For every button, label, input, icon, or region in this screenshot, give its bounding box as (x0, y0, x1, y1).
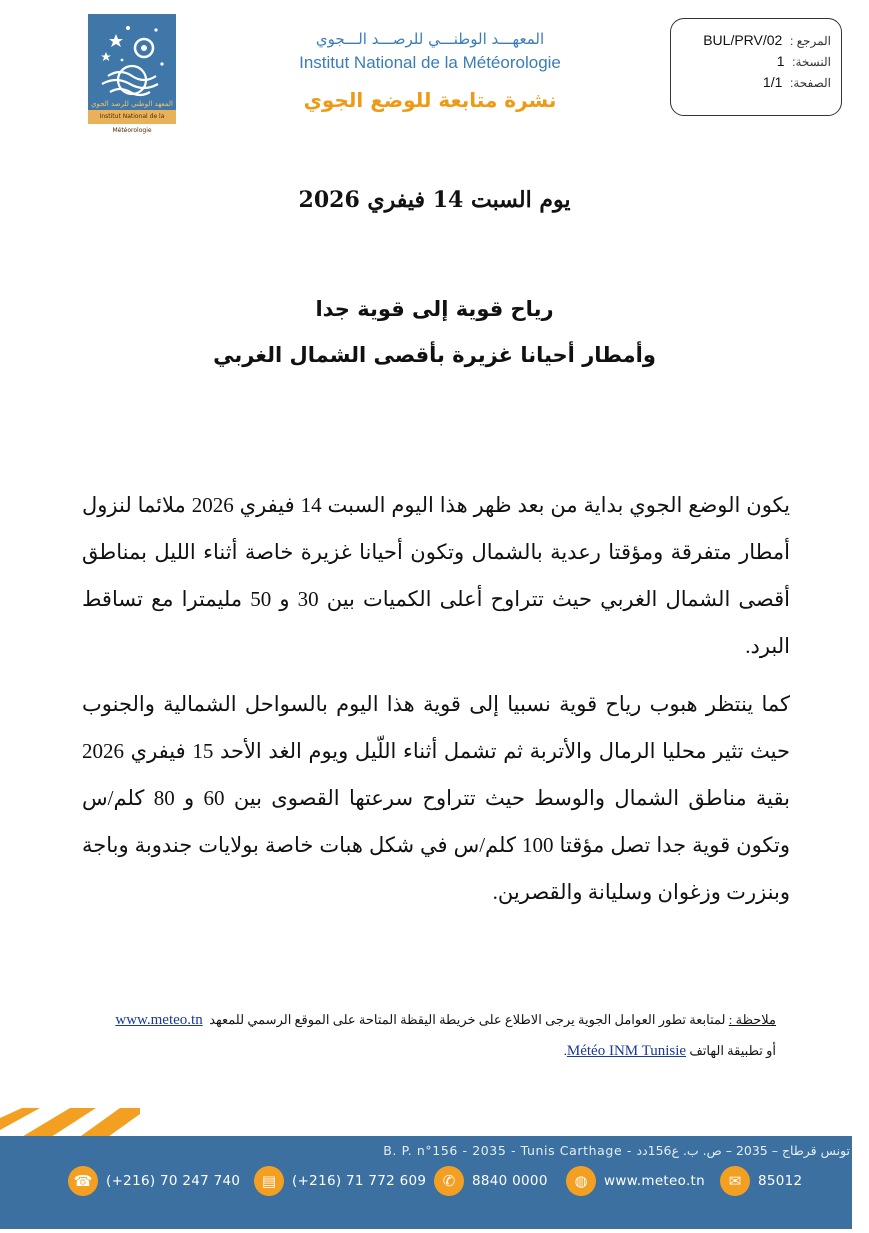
logo-caption: Institut National de la Météorologie (88, 110, 176, 124)
note-text: لمتابعة تطور العوامل الجوية يرجى الاطلاع على خريطة اليقظة المتاحة على الموقع الرسمي للمعهد (209, 1012, 726, 1027)
note-label: ملاحظة : (728, 1012, 776, 1027)
contact-fax[interactable] (254, 1165, 426, 1197)
app-link[interactable]: Météo INM Tunisie (566, 1043, 687, 1059)
bulletin-date: يوم السبت 14 فيفري 2026 (298, 187, 571, 213)
contact-website[interactable] (566, 1165, 705, 1197)
copy-row (671, 51, 831, 72)
svg-text:المعهد الوطني للرصد الجوي: المعهد الوطني للرصد الجوي (91, 100, 173, 108)
fax-icon: ▤ (254, 1166, 284, 1196)
contact-fax-text: (+216) 71 772 609 (292, 1173, 427, 1189)
reference-label: المرجع : (789, 34, 831, 48)
contact-sms[interactable] (720, 1165, 802, 1197)
note-period: . (563, 1043, 567, 1058)
page-row (671, 72, 831, 93)
contact-phone[interactable] (68, 1165, 240, 1197)
headline-line-2: وأمطار أحيانا غزيرة بأقصى الشمال الغربي (213, 343, 656, 367)
footer-contacts (64, 1165, 804, 1197)
contact-phone-text: (+216) 70 247 740 (106, 1173, 241, 1189)
contact-hotline[interactable] (434, 1165, 548, 1197)
hotline-icon: ✆ (434, 1166, 464, 1196)
contact-sms-text: 85012 (758, 1173, 803, 1189)
bulletin-title: نشرة متابعة للوضع الجوي (303, 88, 557, 112)
institute-name-french: Institut National de la Météorologie (299, 53, 561, 72)
phone-icon: ☎ (68, 1166, 98, 1196)
note-line-2 (100, 1043, 776, 1060)
paragraph-rain: يكون الوضع الجوي بداية من بعد ظهر هذا اليوم السبت 14 فيفري 2026 ملائما لنزول أمطار متفرقة ومؤقتا رعدية بالشمال وتكون أحيانا غزيرة خاصة أثناء الليل بمناطق أقصى الشمال الغربي حيث تتراوح أعلى الكميات بين 30 و 50 مليمترا مع تساقط البرد. (82, 493, 790, 658)
page-label: الصفحة: (790, 76, 831, 90)
contact-hotline-text: 8840 0000 (472, 1173, 548, 1189)
copy-value: 1 (776, 53, 785, 69)
website-link[interactable]: www.meteo.tn (115, 1012, 203, 1028)
inm-logo (88, 14, 176, 134)
page-value: 1/1 (762, 74, 783, 90)
headline-line-1: رياح قوية إلى قوية جدا (315, 297, 554, 321)
note-or-text: أو تطبيقة الهاتف (689, 1043, 776, 1058)
copy-label: النسخة: (792, 55, 831, 69)
globe-icon: ◍ (566, 1166, 596, 1196)
footer-address: B. P. n°156 - 2035 - Tunis Carthage - تونس قرطاج – 2035 – ص. ب. ع156دد (383, 1143, 850, 1158)
sms-icon: ✉ (720, 1166, 750, 1196)
reference-row (671, 30, 831, 51)
logo-emblem-icon (88, 14, 176, 110)
paragraph-wind: كما ينتظر هبوب رياح قوية نسبيا إلى قوية هذا اليوم بالسواحل الشمالية والجنوب حيث تثير محليا الرمال والأتربة ثم تشمل أثناء اللّيل ويوم الغد الأحد 15 فيفري 2026 بقية مناطق الشمال والوسط حيث تتراوح سرعتها القصوى بين 60 و 80 كلم/س وتكون قوية جدا تصل مؤقتا 100 كلم/س في شكل هبات خاصة بولايات جندوبة وباجة وبنزرت وزغوان وسليانة والقصرين. (82, 692, 790, 904)
reference-value: BUL/PRV/02 (703, 32, 783, 48)
institute-name-arabic: المعهـــد الوطنـــي للرصـــد الـــجوي (315, 30, 545, 48)
contact-website-text: www.meteo.tn (604, 1173, 705, 1189)
note-line-1 (100, 1012, 776, 1029)
reference-box (670, 18, 842, 116)
